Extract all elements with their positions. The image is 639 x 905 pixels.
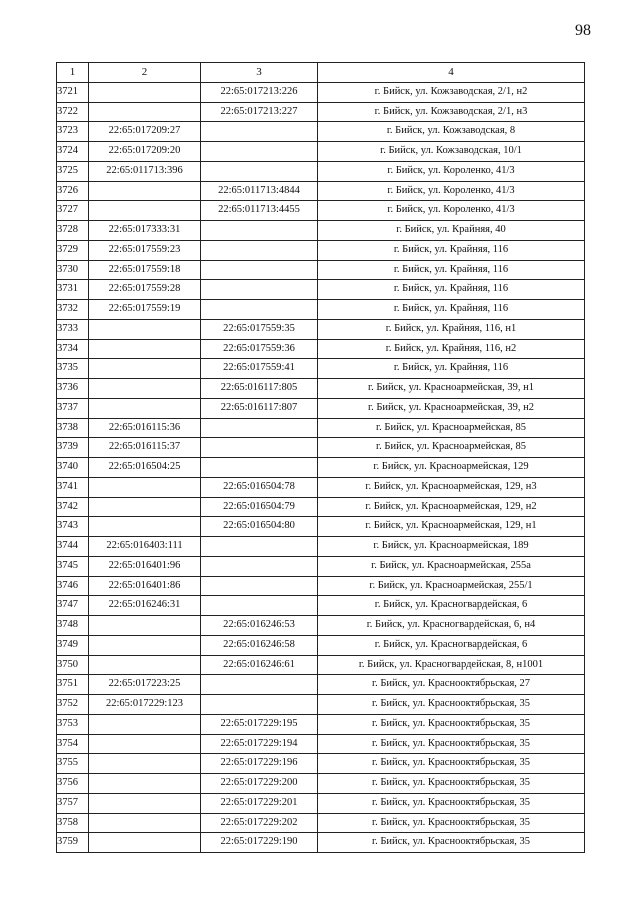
object-cadastral-number-cell <box>201 576 318 596</box>
object-cadastral-number-cell: 22:65:011713:4844 <box>201 181 318 201</box>
cadastral-number-cell <box>89 398 201 418</box>
cadastral-number-cell <box>89 793 201 813</box>
address-cell: г. Бийск, ул. Красноармейская, 255/1 <box>318 576 585 596</box>
object-cadastral-number-cell <box>201 142 318 162</box>
row-number-cell: 3753 <box>57 714 89 734</box>
address-cell: г. Бийск, ул. Краснооктябрьская, 35 <box>318 793 585 813</box>
row-number-cell: 3734 <box>57 339 89 359</box>
table-row <box>57 339 585 359</box>
cadastral-number-cell <box>89 655 201 675</box>
table-row <box>57 714 585 734</box>
cadastral-number-cell: 22:65:016246:31 <box>89 596 201 616</box>
row-number-cell: 3730 <box>57 260 89 280</box>
object-cadastral-number-cell <box>201 537 318 557</box>
address-cell: г. Бийск, ул. Краснооктябрьская, 35 <box>318 833 585 853</box>
object-cadastral-number-cell: 22:65:017213:226 <box>201 82 318 102</box>
object-cadastral-number-cell: 22:65:016117:807 <box>201 398 318 418</box>
row-number-cell: 3757 <box>57 793 89 813</box>
cadastral-number-cell <box>89 201 201 221</box>
object-cadastral-number-cell <box>201 596 318 616</box>
object-cadastral-number-cell: 22:65:017229:195 <box>201 714 318 734</box>
cadastral-number-cell: 22:65:016115:36 <box>89 418 201 438</box>
row-number-cell: 3733 <box>57 319 89 339</box>
row-number-cell: 3721 <box>57 82 89 102</box>
table-row <box>57 260 585 280</box>
address-cell: г. Бийск, ул. Красногвардейская, 8, н1001 <box>318 655 585 675</box>
cadastral-number-cell: 22:65:016401:96 <box>89 556 201 576</box>
cadastral-number-cell <box>89 497 201 517</box>
address-cell: г. Бийск, ул. Кожзаводская, 2/1, н3 <box>318 102 585 122</box>
object-cadastral-number-cell <box>201 556 318 576</box>
table-row <box>57 240 585 260</box>
address-cell: г. Бийск, ул. Крайняя, 116, н1 <box>318 319 585 339</box>
object-cadastral-number-cell <box>201 458 318 478</box>
table-row <box>57 497 585 517</box>
object-cadastral-number-cell: 22:65:017559:41 <box>201 359 318 379</box>
cadastral-number-cell <box>89 379 201 399</box>
object-cadastral-number-cell: 22:65:016246:61 <box>201 655 318 675</box>
row-number-cell: 3755 <box>57 754 89 774</box>
table-row <box>57 201 585 221</box>
table-row <box>57 300 585 320</box>
table-row <box>57 655 585 675</box>
cadastral-number-cell <box>89 833 201 853</box>
address-cell: г. Бийск, ул. Крайняя, 116 <box>318 300 585 320</box>
address-cell: г. Бийск, ул. Крайняя, 40 <box>318 221 585 241</box>
column-header-3: 3 <box>201 63 318 83</box>
cadastral-number-cell <box>89 319 201 339</box>
row-number-cell: 3756 <box>57 774 89 794</box>
row-number-cell: 3725 <box>57 161 89 181</box>
table-row <box>57 221 585 241</box>
table-header-row <box>57 63 585 83</box>
address-cell: г. Бийск, ул. Короленко, 41/3 <box>318 161 585 181</box>
table-row <box>57 616 585 636</box>
table-row <box>57 576 585 596</box>
object-cadastral-number-cell: 22:65:017559:35 <box>201 319 318 339</box>
column-header-4: 4 <box>318 63 585 83</box>
address-cell: г. Бийск, ул. Красноармейская, 129, н2 <box>318 497 585 517</box>
cadastral-number-cell <box>89 339 201 359</box>
object-cadastral-number-cell: 22:65:017229:194 <box>201 734 318 754</box>
object-cadastral-number-cell: 22:65:016504:80 <box>201 517 318 537</box>
cadastral-number-cell: 22:65:016401:86 <box>89 576 201 596</box>
object-cadastral-number-cell <box>201 695 318 715</box>
address-cell: г. Бийск, ул. Красноармейская, 255а <box>318 556 585 576</box>
row-number-cell: 3739 <box>57 438 89 458</box>
cadastral-number-cell: 22:65:017229:123 <box>89 695 201 715</box>
row-number-cell: 3749 <box>57 635 89 655</box>
row-number-cell: 3758 <box>57 813 89 833</box>
address-cell: г. Бийск, ул. Краснооктябрьская, 35 <box>318 774 585 794</box>
object-cadastral-number-cell: 22:65:017229:202 <box>201 813 318 833</box>
object-cadastral-number-cell: 22:65:016117:805 <box>201 379 318 399</box>
object-cadastral-number-cell <box>201 418 318 438</box>
table-row <box>57 82 585 102</box>
object-cadastral-number-cell: 22:65:017229:201 <box>201 793 318 813</box>
address-cell: г. Бийск, ул. Красноармейская, 129, н3 <box>318 477 585 497</box>
address-cell: г. Бийск, ул. Краснооктябрьская, 35 <box>318 754 585 774</box>
object-cadastral-number-cell: 22:65:017213:227 <box>201 102 318 122</box>
address-cell: г. Бийск, ул. Красноармейская, 85 <box>318 438 585 458</box>
cadastral-number-cell: 22:65:011713:396 <box>89 161 201 181</box>
address-cell: г. Бийск, ул. Кожзаводская, 2/1, н2 <box>318 82 585 102</box>
table-row <box>57 793 585 813</box>
row-number-cell: 3752 <box>57 695 89 715</box>
row-number-cell: 3754 <box>57 734 89 754</box>
row-number-cell: 3759 <box>57 833 89 853</box>
table-row <box>57 754 585 774</box>
table-row <box>57 596 585 616</box>
address-cell: г. Бийск, ул. Красноармейская, 129, н1 <box>318 517 585 537</box>
row-number-cell: 3747 <box>57 596 89 616</box>
cadastral-number-cell: 22:65:017559:23 <box>89 240 201 260</box>
object-cadastral-number-cell <box>201 221 318 241</box>
cadastral-number-cell: 22:65:017333:31 <box>89 221 201 241</box>
table-row <box>57 122 585 142</box>
table-row <box>57 695 585 715</box>
object-cadastral-number-cell <box>201 300 318 320</box>
page-number: 98 <box>575 22 591 39</box>
registry-table <box>56 62 585 853</box>
address-cell: г. Бийск, ул. Кожзаводская, 10/1 <box>318 142 585 162</box>
row-number-cell: 3738 <box>57 418 89 438</box>
address-cell: г. Бийск, ул. Крайняя, 116 <box>318 280 585 300</box>
row-number-cell: 3745 <box>57 556 89 576</box>
row-number-cell: 3724 <box>57 142 89 162</box>
row-number-cell: 3737 <box>57 398 89 418</box>
table-row <box>57 359 585 379</box>
address-cell: г. Бийск, ул. Короленко, 41/3 <box>318 181 585 201</box>
object-cadastral-number-cell: 22:65:017229:196 <box>201 754 318 774</box>
address-cell: г. Бийск, ул. Кожзаводская, 8 <box>318 122 585 142</box>
row-number-cell: 3744 <box>57 537 89 557</box>
address-cell: г. Бийск, ул. Красногвардейская, 6 <box>318 596 585 616</box>
object-cadastral-number-cell <box>201 161 318 181</box>
address-cell: г. Бийск, ул. Крайняя, 116 <box>318 240 585 260</box>
row-number-cell: 3735 <box>57 359 89 379</box>
cadastral-number-cell <box>89 477 201 497</box>
row-number-cell: 3727 <box>57 201 89 221</box>
cadastral-number-cell <box>89 774 201 794</box>
address-cell: г. Бийск, ул. Красноармейская, 39, н2 <box>318 398 585 418</box>
cadastral-number-cell <box>89 616 201 636</box>
address-cell: г. Бийск, ул. Красногвардейская, 6 <box>318 635 585 655</box>
address-cell: г. Бийск, ул. Крайняя, 116 <box>318 359 585 379</box>
address-cell: г. Бийск, ул. Красноармейская, 85 <box>318 418 585 438</box>
row-number-cell: 3736 <box>57 379 89 399</box>
table-row <box>57 398 585 418</box>
table-row <box>57 675 585 695</box>
cadastral-number-cell <box>89 517 201 537</box>
column-header-1: 1 <box>57 63 89 83</box>
table-row <box>57 458 585 478</box>
cadastral-number-cell <box>89 181 201 201</box>
cadastral-number-cell <box>89 102 201 122</box>
address-cell: г. Бийск, ул. Краснооктябрьская, 27 <box>318 675 585 695</box>
row-number-cell: 3742 <box>57 497 89 517</box>
address-cell: г. Бийск, ул. Красноармейская, 189 <box>318 537 585 557</box>
cadastral-number-cell: 22:65:017223:25 <box>89 675 201 695</box>
row-number-cell: 3723 <box>57 122 89 142</box>
table-row <box>57 477 585 497</box>
cadastral-number-cell <box>89 734 201 754</box>
cadastral-number-cell <box>89 359 201 379</box>
table-row <box>57 142 585 162</box>
table-row <box>57 161 585 181</box>
address-cell: г. Бийск, ул. Краснооктябрьская, 35 <box>318 695 585 715</box>
table-row <box>57 319 585 339</box>
table-row <box>57 102 585 122</box>
cadastral-number-cell: 22:65:016403:111 <box>89 537 201 557</box>
object-cadastral-number-cell <box>201 675 318 695</box>
object-cadastral-number-cell <box>201 280 318 300</box>
object-cadastral-number-cell: 22:65:016504:78 <box>201 477 318 497</box>
address-cell: г. Бийск, ул. Красноармейская, 129 <box>318 458 585 478</box>
address-cell: г. Бийск, ул. Крайняя, 116 <box>318 260 585 280</box>
table-row <box>57 280 585 300</box>
address-cell: г. Бийск, ул. Краснооктябрьская, 35 <box>318 813 585 833</box>
table-row <box>57 537 585 557</box>
row-number-cell: 3722 <box>57 102 89 122</box>
table-row <box>57 379 585 399</box>
row-number-cell: 3740 <box>57 458 89 478</box>
cadastral-number-cell <box>89 82 201 102</box>
row-number-cell: 3743 <box>57 517 89 537</box>
row-number-cell: 3731 <box>57 280 89 300</box>
row-number-cell: 3741 <box>57 477 89 497</box>
row-number-cell: 3729 <box>57 240 89 260</box>
cadastral-number-cell: 22:65:017559:18 <box>89 260 201 280</box>
row-number-cell: 3748 <box>57 616 89 636</box>
table-row <box>57 181 585 201</box>
row-number-cell: 3751 <box>57 675 89 695</box>
object-cadastral-number-cell <box>201 260 318 280</box>
row-number-cell: 3726 <box>57 181 89 201</box>
address-cell: г. Бийск, ул. Краснооктябрьская, 35 <box>318 734 585 754</box>
column-header-2: 2 <box>89 63 201 83</box>
table-row <box>57 556 585 576</box>
table-row <box>57 635 585 655</box>
cadastral-number-cell: 22:65:017559:28 <box>89 280 201 300</box>
cadastral-number-cell: 22:65:016115:37 <box>89 438 201 458</box>
address-cell: г. Бийск, ул. Красноармейская, 39, н1 <box>318 379 585 399</box>
cadastral-number-cell <box>89 813 201 833</box>
table-row <box>57 774 585 794</box>
row-number-cell: 3746 <box>57 576 89 596</box>
object-cadastral-number-cell <box>201 122 318 142</box>
table-row <box>57 813 585 833</box>
cadastral-number-cell: 22:65:017559:19 <box>89 300 201 320</box>
object-cadastral-number-cell: 22:65:016246:58 <box>201 635 318 655</box>
address-cell: г. Бийск, ул. Краснооктябрьская, 35 <box>318 714 585 734</box>
object-cadastral-number-cell: 22:65:016246:53 <box>201 616 318 636</box>
registry-table-body <box>57 63 585 853</box>
table-row <box>57 833 585 853</box>
address-cell: г. Бийск, ул. Короленко, 41/3 <box>318 201 585 221</box>
object-cadastral-number-cell: 22:65:017229:190 <box>201 833 318 853</box>
cadastral-number-cell: 22:65:016504:25 <box>89 458 201 478</box>
table-row <box>57 517 585 537</box>
row-number-cell: 3732 <box>57 300 89 320</box>
object-cadastral-number-cell: 22:65:017559:36 <box>201 339 318 359</box>
cadastral-number-cell <box>89 714 201 734</box>
object-cadastral-number-cell: 22:65:017229:200 <box>201 774 318 794</box>
object-cadastral-number-cell <box>201 240 318 260</box>
cadastral-number-cell: 22:65:017209:20 <box>89 142 201 162</box>
row-number-cell: 3750 <box>57 655 89 675</box>
table-row <box>57 438 585 458</box>
address-cell: г. Бийск, ул. Крайняя, 116, н2 <box>318 339 585 359</box>
table-row <box>57 734 585 754</box>
row-number-cell: 3728 <box>57 221 89 241</box>
cadastral-number-cell: 22:65:017209:27 <box>89 122 201 142</box>
cadastral-number-cell <box>89 754 201 774</box>
table-row <box>57 418 585 438</box>
object-cadastral-number-cell: 22:65:016504:79 <box>201 497 318 517</box>
address-cell: г. Бийск, ул. Красногвардейская, 6, н4 <box>318 616 585 636</box>
cadastral-number-cell <box>89 635 201 655</box>
object-cadastral-number-cell <box>201 438 318 458</box>
object-cadastral-number-cell: 22:65:011713:4455 <box>201 201 318 221</box>
